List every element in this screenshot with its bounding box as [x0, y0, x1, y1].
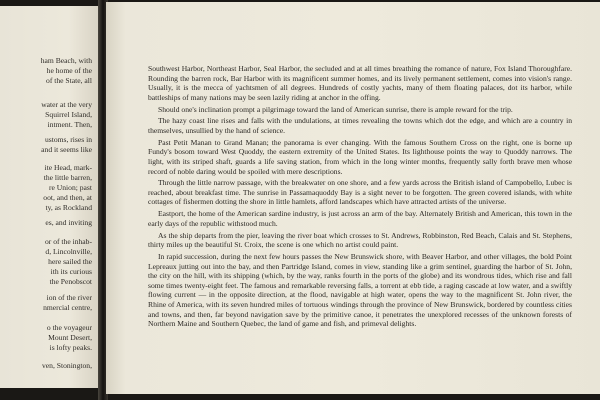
left-page-line: here sailed the	[48, 257, 92, 266]
paragraph: The hazy coast line rises and falls with the undulations, at times revealing the towns which dot the edge, and which are a country in themselves, unsullied by the hand of science.	[148, 116, 572, 135]
left-page-line: oot, and then, at	[43, 193, 92, 202]
paragraph: As the ship departs from the pier, leaving the river boat which crosses to St. Andrews, Robbinston, Red Beach, Calais and St. Stephens, thirty miles up the beautiful St. Croix, the scene is one which no artist could paint.	[148, 230, 572, 250]
left-page-line: o the voyageur	[46, 323, 92, 332]
left-page-line: the little barren,	[43, 173, 92, 182]
paragraph: Southwest Harbor, Northeast Harbor, Seal Harbor, the secluded and at all times breathing the romance of nature, Fox Island Thoroughfare. Rounding the barren rock, Bar Harbor with its magnificent summer homes, and its lively permanent settlement, comes into vision's range. Usually, it is the mecca of yachtsmen of all degrees. Hundreds of costly yachts, many of them floating palaces, dot its harbor, while battleships of many nations may be seen lazily riding at anchor in the offing.	[148, 64, 572, 102]
left-page-line: Squirrel Island,	[45, 110, 92, 119]
left-page-line: ham Beach, with	[40, 56, 92, 65]
left-page-line: water at the very	[41, 100, 92, 109]
left-page-line: ith its curious	[50, 267, 92, 276]
left-page-line: is lofty peaks.	[49, 343, 92, 352]
left-page-line: ite Head, mark-	[44, 163, 92, 172]
left-page-line: Mount Desert,	[48, 333, 92, 342]
left-page-line: ion of the river	[46, 293, 92, 302]
left-page-line: intment. Then,	[47, 120, 92, 129]
left-page	[0, 6, 98, 388]
left-page-line: he home of the	[46, 66, 92, 75]
left-page-line: ustoms, rises in	[44, 135, 92, 144]
left-page-line: and it seems like	[41, 145, 92, 154]
paragraph: Eastport, the home of the American sardine industry, is just across an arm of the bay. Alternately British and American, this town in the early days of the republic withstood much.	[148, 209, 572, 228]
left-page-line: nmercial centre,	[43, 303, 92, 312]
paragraph: Past Petit Manan to Grand Manan; the panorama is ever changing. With the famous Southern Cross on the right, one is borne up Fundy's bosom toward West Quoddy, the eastern extremity of the United States. Its lighthouse points the way to Quoddy narrows. The light, with its striped shaft, guards a life saving station, from which in the long winter months, frequently sally forth brave men whose record of noble daring would be spoiled with mere descriptions.	[148, 137, 572, 176]
paragraph: Through the little narrow passage, with the breakwater on one shore, and a few yards across the British island of Campobello, Lubec is reached, about breakfast time. The sunrise in Passamaquoddy Bay is a sight never to be forgotten. The green covered islands, with white cottages of fishermen dotting the shore in little hamlets, afford landscapes which have attracted artists of the universe.	[148, 178, 572, 207]
left-page-line: of the State, all	[46, 76, 92, 85]
left-page-line: re Union; past	[48, 183, 92, 192]
left-page-line: ty, as Rockland	[45, 203, 92, 212]
left-page-line: ven, Stonington,	[42, 361, 92, 370]
paragraph: In rapid succession, during the next few hours passes the New Brunswick shore, with Beaver Harbor, and other villages, the bold Point Lepreaux jutting out into the bay, and then Partridge Island, comes in view, standing like a grim sentinel, guarding the harbor of St. John, the city on the hill, with its shipping (which, by the way, ranks fourth in the ports of the globe) and its wondrous tides, which rise and fall some times twenty-eight feet. The famous and remarkable reversing falls, a torrent at ebb tide, a raging cascade at low water, and a swiftly flowing current — in the opposite direction, at the flood, navigable at high water, opens the way to the magnificent St. John river, the Rhine of America, with its seven hundred miles of tortuous windings through the province of New Brunswick, bordered by countless cities and towns, and then, far beyond navigation save by the primitive canoe, it penetrates the unexplored recesses of the unknown forests of Northern Maine and Southern Quebec, the land of game and fish, and primeval delights.	[148, 252, 572, 329]
paragraph: Should one's inclination prompt a pilgrimage toward the land of American sunrise, there is ample reward for the trip.	[158, 104, 513, 114]
left-page-line: d, Lincolnville,	[45, 247, 92, 256]
left-page-line: or of the inhab-	[44, 237, 92, 246]
body-text	[148, 64, 572, 331]
right-page	[106, 2, 600, 394]
left-page-line: the Penobscot	[49, 277, 92, 286]
left-page-line: es, and inviting	[45, 218, 92, 227]
